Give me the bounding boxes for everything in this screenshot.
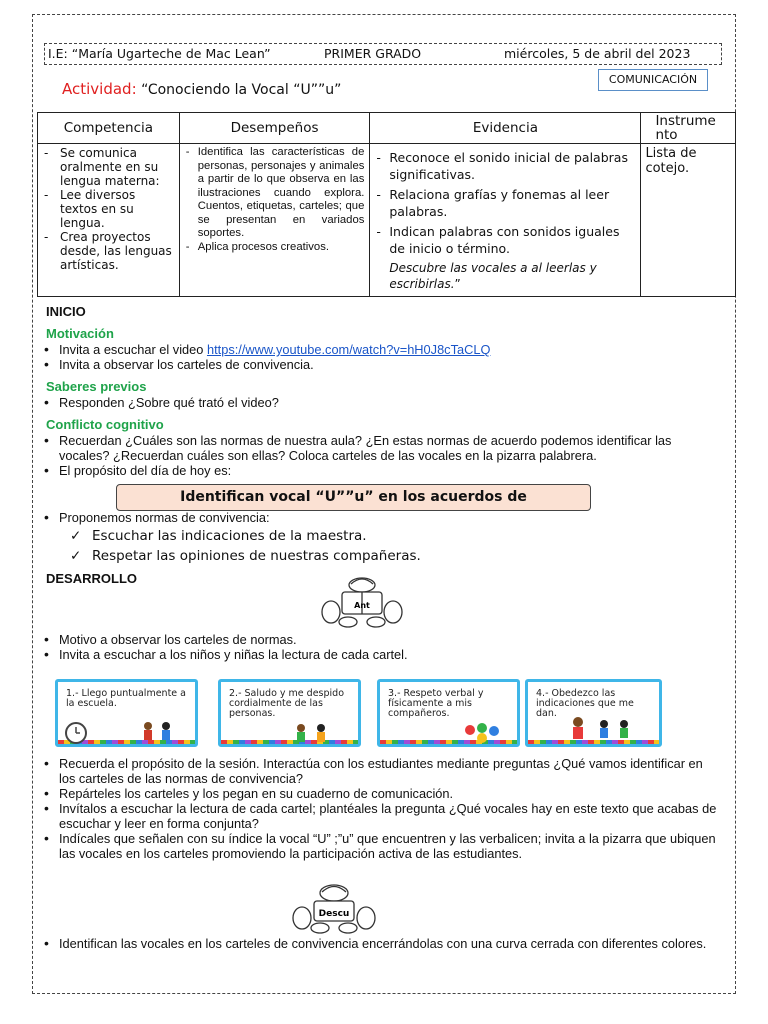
desarrollo-list-c [44, 936, 720, 951]
list-item: • Indícales que señalen con su índice la vocal “U” ;”u” que encuentren y las verbalicen; invita a la pizarra que ubiquen las vocales en los carteles promoviendo la participación activa de las estudiantes. [44, 831, 720, 861]
list-item: • Proponemos normas de convivencia: [44, 510, 720, 525]
date-label: miércoles, 5 de abril del 2023 [504, 46, 691, 61]
normas-checklist [68, 526, 421, 566]
purpose-box: Identifican vocal “U””u” en los acuerdos de [116, 484, 591, 511]
reading-child-icon [288, 882, 380, 936]
header-bar [44, 43, 722, 65]
competencia-item: - Crea proyectos desde, las lenguas artísticas. [44, 230, 175, 272]
conflicto-list [44, 433, 720, 478]
norm-card [525, 679, 662, 747]
table-header-row [38, 113, 736, 144]
evidencia-item: - Relaciona grafías y fonemas al leer palabras. [376, 186, 630, 220]
area-badge: COMUNICACIÓN [598, 69, 708, 91]
desarrollo-list-a [44, 632, 720, 662]
desarrollo-heading: DESARROLLO [46, 571, 137, 586]
list-item: • Recuerdan ¿Cuáles son las normas de nuestra aula? ¿En estas normas de acuerdo podemos identificar las vocales? ¿Recuerdan cuáles son ellas? Coloca carteles de las vocales en la pizarra palabrera. [44, 433, 720, 463]
motivacion-list [44, 342, 720, 372]
saberes-heading: Saberes previos [46, 379, 147, 394]
planning-table [37, 112, 736, 297]
norm-card-text: 4.- Obedezco las indicaciones que me dan. [536, 688, 634, 719]
list-item: • Responden ¿Sobre qué trató el video? [44, 395, 720, 410]
check-item: ✓ Respetar las opiniones de nuestras compañeras. [68, 546, 421, 566]
check-item: ✓ Escuchar las indicaciones de la maestra. [68, 526, 421, 546]
table-row [38, 144, 736, 297]
school-name: I.E: “María Ugarteche de Mac Lean” [48, 46, 271, 61]
competencia-item: - Lee diversos textos en su lengua. [44, 188, 175, 230]
competencia-item: - Se comunica oralmente en su lengua materna: [44, 146, 175, 188]
conflicto-heading: Conflicto cognitivo [46, 417, 164, 432]
desempenos-cell [179, 144, 370, 297]
inicio-heading: INICIO [46, 304, 86, 319]
list-item: • Repárteles los carteles y los pegan en su cuaderno de comunicación. [44, 786, 720, 801]
list-item: • Recuerda el propósito de la sesión. Interactúa con los estudiantes mediante preguntas ¿Qué vamos identificar en los carteles de las normas de convivencia? [44, 756, 720, 786]
desempeno-item: - Aplica procesos creativos. [186, 241, 365, 255]
competencia-cell [38, 144, 180, 297]
evidencia-cell [370, 144, 641, 297]
list-item: • Motivo a observar los carteles de normas. [44, 632, 720, 647]
activity-label: Actividad: [62, 80, 137, 98]
reading-child-icon [318, 574, 406, 630]
norm-card [55, 679, 198, 747]
column-header-instrumento: Instrume nto [641, 113, 736, 144]
respect-kids-icon [460, 720, 520, 746]
proponemos-list [44, 510, 720, 525]
grade-label: PRIMER GRADO [324, 46, 422, 61]
norm-card-text: 2.- Saludo y me despido cordialmente de las personas. [229, 688, 345, 719]
list-item: • Invita a observar los carteles de convivencia. [44, 357, 720, 372]
evidencia-item: - Reconoce el sonido inicial de palabras significativas. [376, 149, 630, 183]
list-item: • Invita a escuchar el video https://www.youtube.com/watch?v=hH0J8cTaCLQ [44, 342, 720, 357]
norm-card [377, 679, 520, 747]
instrumento-cell: Lista de cotejo. [641, 144, 736, 297]
norm-card-text: 3.- Respeto verbal y físicamente a mis compañeros. [388, 688, 484, 719]
column-header-desempenos: Desempeños [179, 113, 370, 144]
evidencia-note: Descubre las vocales a al leerlas y escribirlas.” [389, 261, 597, 291]
obey-kids-icon [558, 714, 658, 746]
saberes-list [44, 395, 720, 410]
motivacion-heading: Motivación [46, 326, 114, 341]
list-item: • Identifican las vocales en los carteles de convivencia encerrándolas con una curva cerrada con diferentes colores. [44, 936, 720, 951]
clipart-label: Descu [318, 909, 350, 919]
column-header-competencia: Competencia [38, 113, 180, 144]
video-link[interactable]: https://www.youtube.com/watch?v=hH0J8cTaCLQ [206, 342, 491, 357]
greeting-kids-icon [281, 722, 359, 746]
norm-card [218, 679, 361, 747]
column-header-evidencia: Evidencia [370, 113, 641, 144]
punctual-kids-icon [62, 720, 194, 746]
list-item: • El propósito del día de hoy es: [44, 463, 720, 478]
desempeno-item: - Identifica las características de personas, personajes y animales a partir de lo que observa en las ilustraciones cuando explora. Cuentos, etiquetas, carteles; que se presentan en variados soportes. [186, 146, 365, 241]
list-item: • Invítalos a escuchar la lectura de cada cartel; plantéales la pregunta ¿Qué vocales hay en este texto que acabas de escuchar y leer en forma conjunta? [44, 801, 720, 831]
activity-line [62, 80, 341, 98]
norm-card-text: 1.- Llego puntualmente a la escuela. [66, 688, 186, 709]
clipart-label: Ant [354, 601, 370, 610]
evidencia-item: - Indican palabras con sonidos iguales de inicio o término. [376, 223, 630, 257]
desarrollo-list-b [44, 756, 720, 861]
norms-cards [55, 679, 662, 749]
activity-title: “Conociendo la Vocal “U””u” [136, 82, 342, 98]
list-item: • Invita a escuchar a los niños y niñas la lectura de cada cartel. [44, 647, 720, 662]
